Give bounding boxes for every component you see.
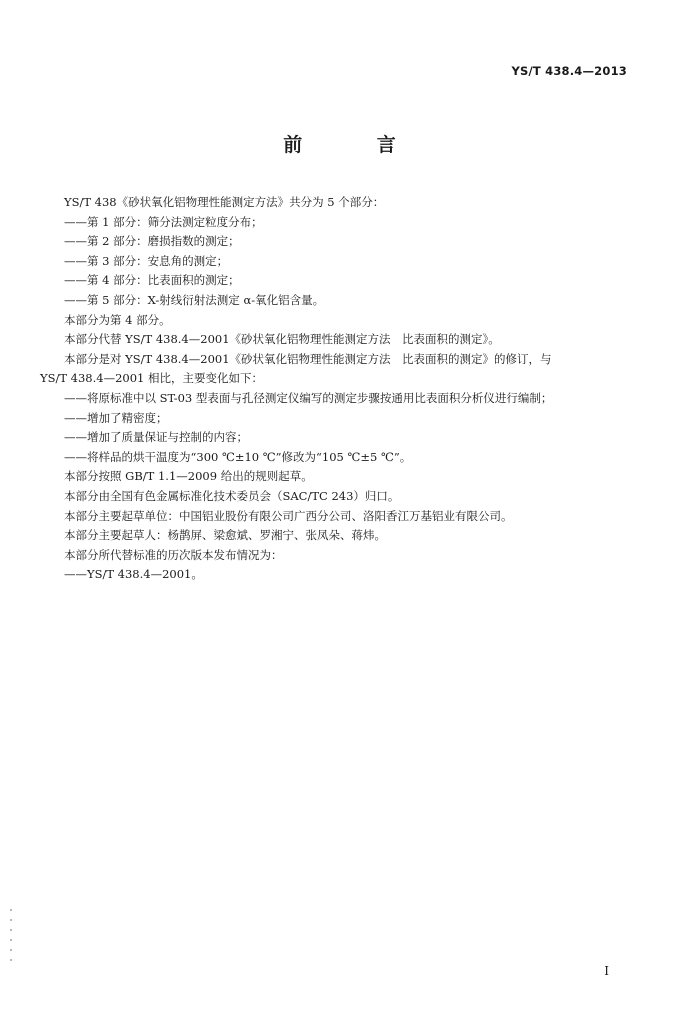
list-item: ——第 3 部分：安息角的测定； xyxy=(64,253,229,268)
list-item: ——第 5 部分：X-射线衍射法测定 α-氧化铝含量。 xyxy=(64,292,325,307)
paragraph-continuation: YS/T 438.4—2001 相比，主要变化如下： xyxy=(40,371,264,386)
scan-artifact xyxy=(9,905,13,965)
list-item: ——将原标准中以 ST-03 型表面与孔径测定仪编写的测定步骤按通用比表面积分析仪进行编制； xyxy=(64,390,553,405)
paragraph: 本部分代替 YS/T 438.4—2001《砂状氧化铝物理性能测定方法 比表面积的测定》。 xyxy=(64,332,500,347)
paragraph: 本部分按照 GB/T 1.1—2009 给出的规则起草。 xyxy=(64,469,313,484)
paragraph: 本部分为第 4 部分。 xyxy=(64,312,171,327)
paragraph: 本部分是对 YS/T 438.4—2001《砂状氧化铝物理性能测定方法 比表面积的测定》的修订，与 xyxy=(64,351,552,366)
list-item: ——第 1 部分：筛分法测定粒度分布； xyxy=(64,214,263,229)
list-item: ——第 2 部分：磨损指数的测定； xyxy=(64,234,240,249)
page-title: 前 言 xyxy=(283,134,430,156)
list-item: ——YS/T 438.4—2001。 xyxy=(64,567,203,582)
paragraph: 本部分主要起草人：杨鹊屏、梁愈斌、罗湘宁、张凤朵、蒋炜。 xyxy=(64,528,386,543)
paragraph: 本部分主要起草单位：中国铝业股份有限公司广西分公司、洛阳香江万基铝业有限公司。 xyxy=(64,508,513,523)
list-item: ——将样品的烘干温度为“300 ℃±10 ℃”修改为“105 ℃±5 ℃”。 xyxy=(64,449,412,464)
paragraph: YS/T 438《砂状氧化铝物理性能测定方法》共分为 5 个部分： xyxy=(64,195,385,209)
list-item: ——第 4 部分：比表面积的测定； xyxy=(64,273,240,288)
list-item: ——增加了质量保证与控制的内容； xyxy=(64,430,248,445)
standard-code: YS/T 438.4—2013 xyxy=(511,64,627,78)
list-item: ——增加了精密度； xyxy=(64,410,168,425)
page-number: I xyxy=(604,964,609,978)
paragraph: 本部分由全国有色金属标准化技术委员会（SAC/TC 243）归口。 xyxy=(64,488,400,503)
paragraph: 本部分所代替标准的历次版本发布情况为： xyxy=(64,547,283,562)
foreword-body xyxy=(40,193,640,585)
